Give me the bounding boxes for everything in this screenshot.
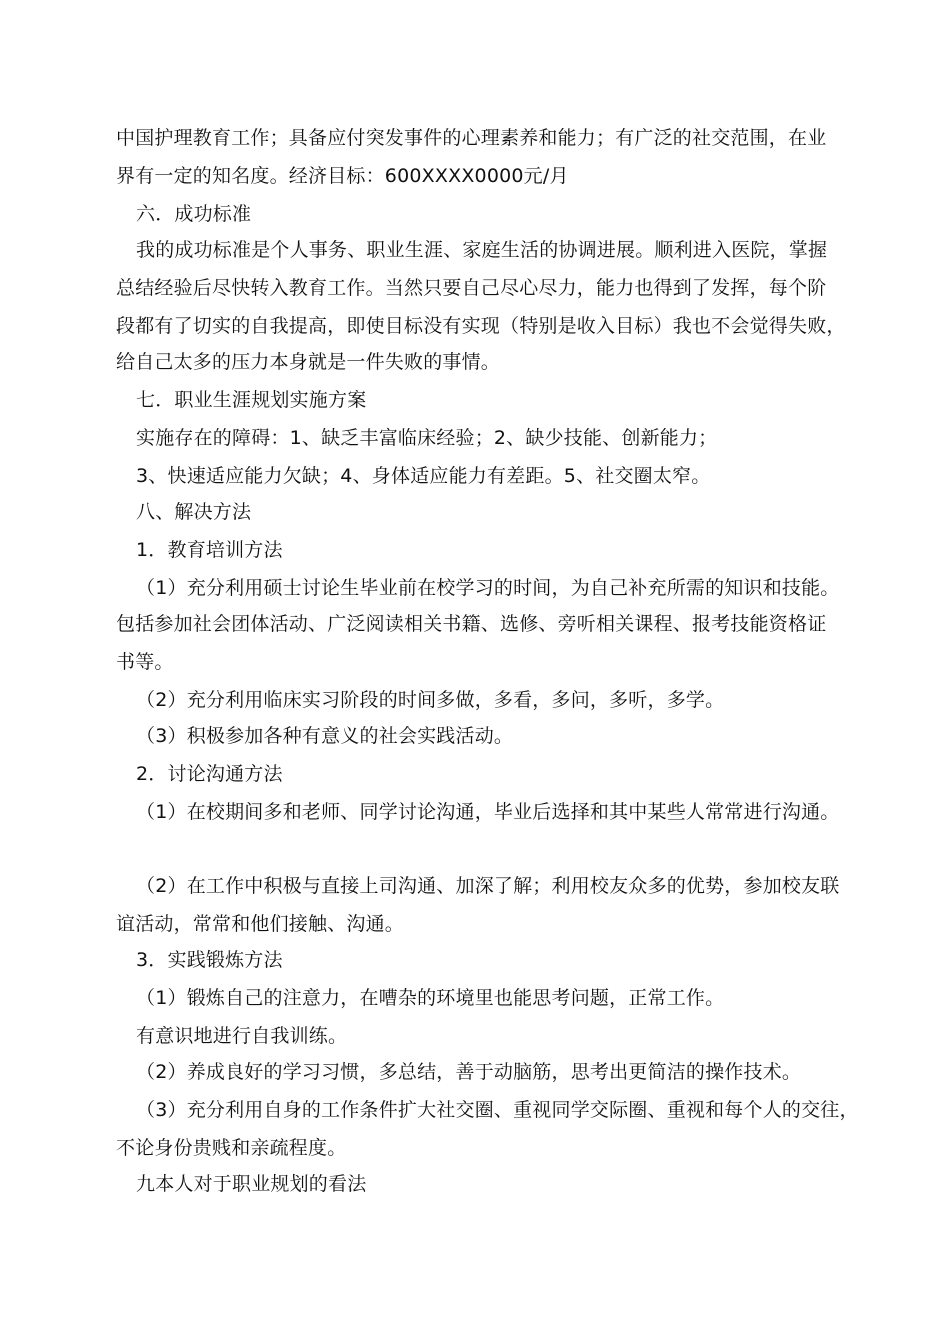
section-heading-solutions: 八、解决方法: [136, 501, 252, 523]
text-line-17: （3）积极参加各种有意义的社会实践活动。: [136, 725, 514, 747]
section-heading-implementation-plan: 七．职业生涯规划实施方案: [136, 389, 367, 411]
text-line-6: 段都有了切实的自我提高，即使目标没有实现（特别是收入目标）我也不会觉得失败，: [116, 315, 846, 337]
text-line-4: 我的成功标准是个人事务、职业生涯、家庭生活的协调进展。顺利进入医院，掌握: [136, 239, 828, 261]
text-line-23: （1）锻炼自己的注意力，在嘈杂的环境里也能思考问题，正常工作。: [136, 987, 725, 1009]
subheading-education-training: 1．教育培训方法: [136, 539, 283, 561]
text-line-14: 包括参加社会团体活动、广泛阅读相关书籍、选修、旁听相关课程、报考技能资格证: [116, 613, 827, 635]
text-line-7: 给自己太多的压力本身就是一件失败的事情。: [116, 351, 501, 373]
text-line-13: （1）充分利用硕士讨论生毕业前在校学习的时间，为自己补充所需的知识和技能。: [136, 577, 840, 599]
text-line-21: 谊活动，常常和他们接触、沟通。: [116, 913, 405, 935]
text-line-1: 中国护理教育工作；具备应付突发事件的心理素养和能力；有广泛的社交范围，在业: [116, 127, 827, 149]
text-line-20: （2）在工作中积极与直接上司沟通、加深了解；利用校友众多的优势，参加校友联: [136, 875, 840, 897]
text-line-2: 界有一定的知名度。经济目标：600XXXX0000元/月: [116, 165, 569, 187]
text-line-26: （3）充分利用自身的工作条件扩大社交圈、重视同学交际圈、重视和每个人的交往，: [136, 1099, 859, 1121]
text-line-9: 实施存在的障碍：1、缺乏丰富临床经验；2、缺少技能、创新能力；: [136, 427, 718, 449]
text-line-16: （2）充分利用临床实习阶段的时间多做，多看，多问，多听，多学。: [136, 689, 725, 711]
text-line-5: 总结经验后尽快转入教育工作。当然只要自己尽心尽力，能力也得到了发挥，每个阶: [116, 277, 827, 299]
section-heading-view-on-planning: 九本人对于职业规划的看法: [136, 1173, 367, 1195]
text-line-15: 书等。: [116, 651, 174, 673]
section-heading-success-criteria: 六．成功标准: [136, 203, 252, 225]
subheading-communication: 2．讨论沟通方法: [136, 763, 283, 785]
text-line-19: （1）在校期间多和老师、同学讨论沟通，毕业后选择和其中某些人常常进行沟通。: [136, 801, 840, 823]
text-line-25: （2）养成良好的学习习惯，多总结，善于动脑筋，思考出更简洁的操作技术。: [136, 1061, 802, 1083]
text-line-27: 不论身份贵贱和亲疏程度。: [116, 1137, 347, 1159]
subheading-practice: 3．实践锻炼方法: [136, 949, 283, 971]
text-line-10: 3、快速适应能力欠缺；4、身体适应能力有差距。5、社交圈太窄。: [136, 465, 711, 487]
text-line-24: 有意识地进行自我训练。: [136, 1025, 348, 1047]
